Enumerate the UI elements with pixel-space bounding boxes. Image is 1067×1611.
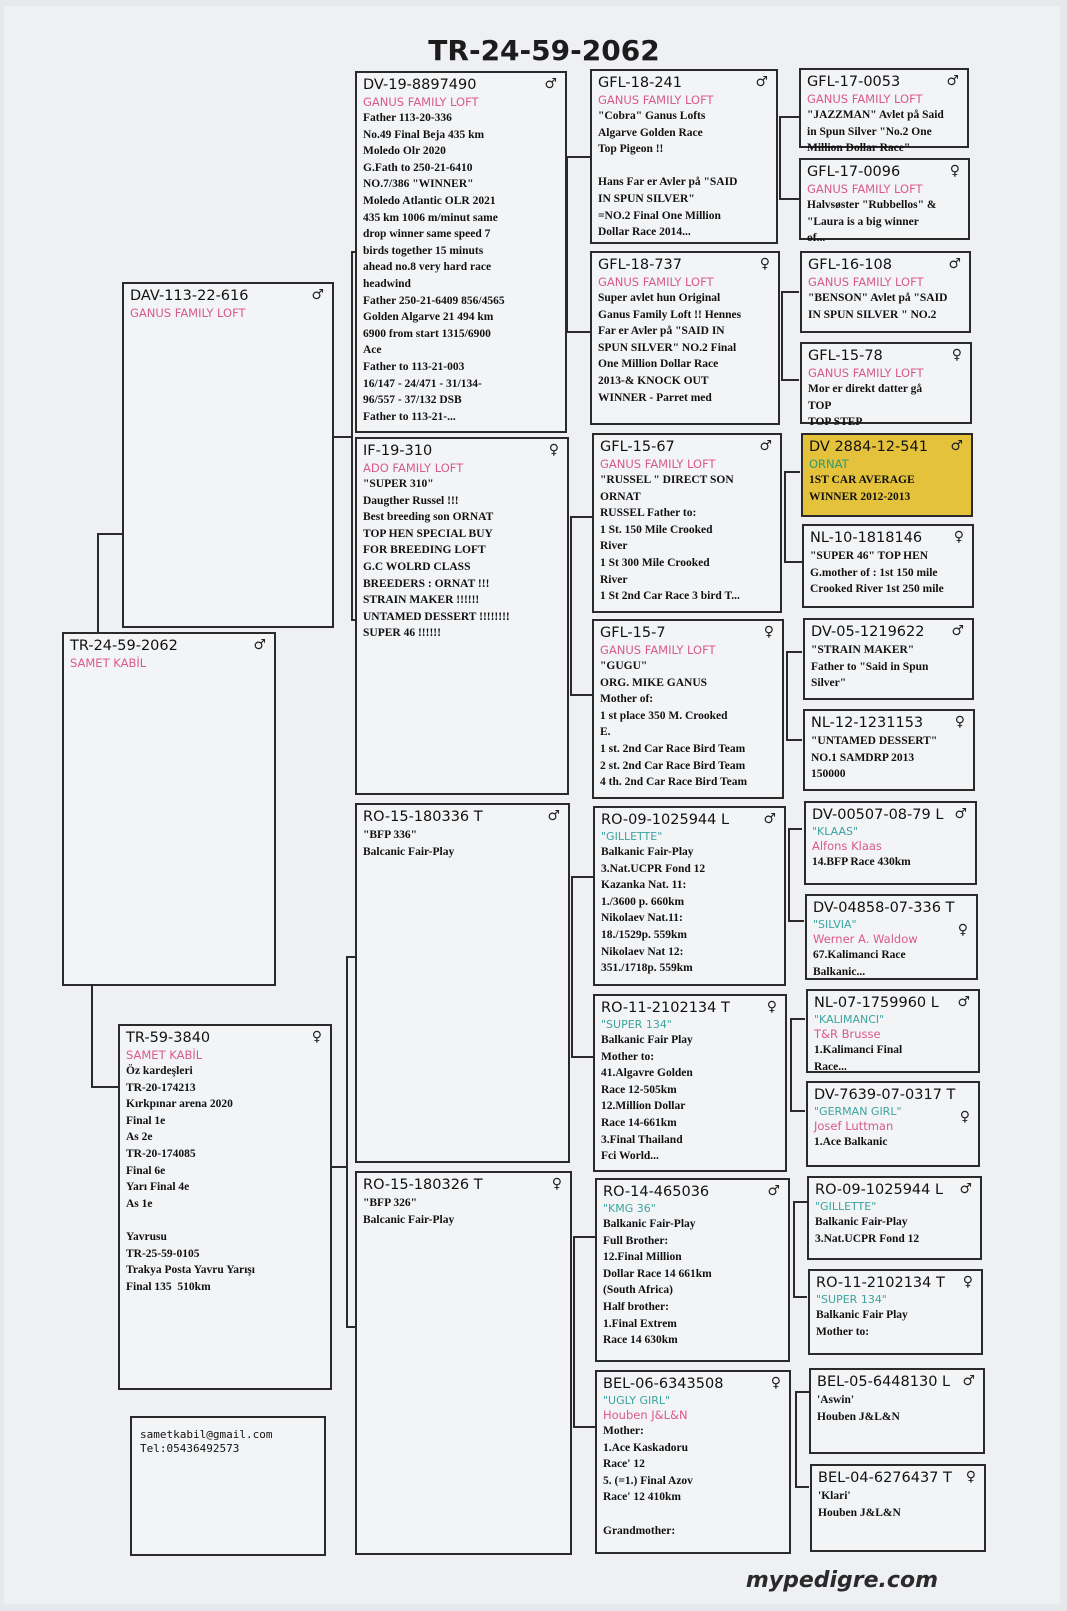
ring-number: NL-07-1759960 L (814, 995, 939, 1011)
connector (793, 1201, 795, 1296)
ancestor-card[interactable] (803, 618, 974, 700)
breeder-name: T&R Brusse (814, 1027, 881, 1041)
female-symbol-icon: ♀ (959, 1109, 970, 1125)
pigeon-info: 67.Kalimanci Race Balkanic... (813, 949, 906, 978)
male-symbol-icon: ♂ (253, 637, 266, 653)
breeder-name: GANUS FAMILY LOFT (363, 95, 479, 109)
pigeon-nickname: "GERMAN GIRL" (814, 1105, 902, 1118)
ring-number: GFL-18-737 (598, 257, 682, 273)
breeder-name: SAMET KABİL (126, 1048, 203, 1062)
male-symbol-icon: ♂ (946, 73, 959, 89)
pigeon-info: "BFP 326" Balcanic Fair-Play (363, 1197, 455, 1226)
connector (795, 1391, 809, 1393)
breeder-name: GANUS FAMILY LOFT (808, 366, 924, 380)
pigeon-nickname: "KMG 36" (603, 1202, 656, 1215)
female-symbol-icon: ♀ (962, 1274, 973, 1290)
male-symbol-icon: ♂ (547, 808, 560, 824)
male-symbol-icon: ♂ (951, 623, 964, 639)
male-symbol-icon: ♂ (957, 994, 970, 1010)
connector (571, 876, 573, 1056)
ring-number: DV-7639-07-0317 T (814, 1087, 956, 1103)
contact-card (130, 1416, 326, 1556)
ancestor-card[interactable] (809, 1368, 985, 1454)
pigeon-nickname: "GILLETTE" (815, 1200, 877, 1213)
grandparent-card[interactable] (355, 1171, 572, 1555)
connector (781, 291, 783, 379)
pigeon-info: "BFP 336" Balcanic Fair-Play (363, 829, 455, 858)
contact-phone: Tel:05436492573 (140, 1442, 240, 1455)
connector (793, 1201, 807, 1203)
male-symbol-icon: ♂ (311, 287, 324, 303)
grandparent-card[interactable] (355, 437, 569, 795)
ring-number: GFL-16-108 (808, 257, 892, 273)
connector (786, 651, 802, 653)
ring-number: DV-04858-07-336 T (813, 900, 955, 916)
breeder-name: GANUS FAMILY LOFT (598, 93, 714, 107)
connector (573, 1236, 595, 1238)
female-symbol-icon: ♀ (951, 347, 962, 363)
ancestor-card[interactable] (807, 1176, 982, 1260)
connector (788, 828, 802, 830)
pigeon-info: "UNTAMED DESSERT" NO.1 SAMDRP 2013 150000 (811, 735, 938, 781)
ring-number: DV-05-1219622 (811, 624, 925, 640)
grandparent-card[interactable] (355, 71, 567, 433)
connector (786, 651, 788, 739)
breeder-name: GANUS FAMILY LOFT (807, 92, 923, 106)
pigeon-nickname: "SUPER 134" (816, 1293, 887, 1306)
pigeon-nickname: "SUPER 134" (601, 1018, 672, 1031)
male-symbol-icon: ♂ (962, 1373, 975, 1389)
breeder-name: Josef Luttman (814, 1119, 894, 1133)
breeder-name: Werner A. Waldow (813, 932, 918, 946)
ring-number: BEL-04-6276437 T (818, 1470, 952, 1486)
ring-number: NL-10-1818146 (810, 530, 923, 546)
connector (795, 1486, 809, 1488)
connector (573, 1236, 575, 1426)
connector (570, 694, 592, 696)
pigeon-info: 14.BFP Race 430km (812, 856, 911, 868)
connector (91, 984, 93, 1086)
connector (570, 516, 592, 518)
ring-number: DV 2884-12-541 (809, 439, 928, 455)
female-symbol-icon: ♀ (551, 1176, 562, 1192)
ring-number: RO-09-1025944 L (601, 812, 730, 828)
connector (573, 1426, 595, 1428)
pigeon-info: Balkanic Fair Play Mother to: (816, 1309, 908, 1338)
breeder-name: ORNAT (809, 457, 849, 471)
connector (571, 1056, 593, 1058)
ancestor-card[interactable] (800, 251, 971, 333)
pigeon-info: Super avlet hun Original Ganus Family Loft !! Hennes Far er Avler på "SAID IN SPUN SILVER" NO.2 Final One Million Dollar Race 2013-& KNOCK OUT WINNER - Parret med (598, 292, 742, 404)
ancestor-card[interactable] (805, 894, 978, 980)
male-symbol-icon: ♂ (763, 811, 776, 827)
pigeon-nickname: "SILVIA" (813, 918, 857, 931)
ring-number: GFL-15-7 (600, 625, 666, 641)
great-grandparent-card[interactable] (593, 806, 786, 986)
great-grandparent-card[interactable] (593, 994, 787, 1172)
pedigree-sheet (4, 6, 1060, 1604)
sire-card[interactable] (122, 282, 334, 628)
male-symbol-icon: ♂ (950, 438, 963, 454)
ring-number: RO-11-2102134 T (816, 1275, 945, 1291)
pigeon-info: Mother: 1.Ace Kaskadoru Race' 12 5. (=1.) Final Azov Race' 12 410km Grandmother: (603, 1425, 693, 1537)
ancestor-card[interactable] (802, 524, 974, 608)
connector (793, 1296, 807, 1298)
connector (779, 198, 799, 200)
ring-number: GFL-18-241 (598, 75, 682, 91)
ring-number: BEL-06-6343508 (603, 1376, 724, 1392)
pigeon-info: "RUSSEL " DIRECT SON ORNAT RUSSEL Father to: 1 St. 150 Mile Crooked River 1 St 300 Mile Crooked River 1 St 2nd Car Race 3 bird T... (600, 474, 740, 603)
ancestor-card[interactable] (810, 1464, 986, 1552)
female-symbol-icon: ♀ (770, 1375, 781, 1391)
male-symbol-icon: ♂ (948, 256, 961, 272)
breeder-name: Alfons Klaas (812, 839, 882, 853)
pigeon-info: "Cobra" Ganus Lofts Algarve Golden Race Top Pigeon !! Hans Far er Avler på "SAID IN SPUN SILVER" =NO.2 Final One Million Dollar Race 2014... (598, 110, 738, 239)
connector (779, 116, 799, 118)
connector (351, 251, 353, 619)
ring-number: NL-12-1231153 (811, 715, 924, 731)
ring-number: TR-24-59-2062 (70, 638, 178, 654)
pigeon-info: 1.Ace Balkanic (814, 1136, 888, 1148)
great-grandparent-card[interactable] (595, 1178, 790, 1362)
female-symbol-icon: ♀ (766, 999, 777, 1015)
breeder-name: SAMET KABİL (70, 656, 147, 670)
female-symbol-icon: ♀ (957, 922, 968, 938)
pigeon-info: "SUPER 310" Daugther Russel !!! Best breeding son ORNAT TOP HEN SPECIAL BUY FOR BREEDING LOFT G.C WOLRD CLASS BREEDERS : ORNAT !!! STRAIN MAKER !!!!!! UNTAMED DESSERT !!!!!!!! SUPER 46 !!!!!! (363, 478, 510, 640)
pigeon-info: "SUPER 46" TOP HEN G.mother of : 1st 150 mile Crooked River 1st 250 mile (810, 550, 944, 596)
ancestor-card[interactable] (806, 989, 980, 1073)
ring-number: GFL-17-0096 (807, 164, 901, 180)
great-grandparent-card[interactable] (595, 1370, 791, 1554)
ancestor-card[interactable] (799, 68, 969, 155)
male-symbol-icon: ♂ (954, 806, 967, 822)
pigeon-info: Balkanic Fair-Play 3.Nat.UCPR Fond 12 Kazanka Nat. 11: 1./3600 p. 660km Nikolaev Nat.11: 18./1529p. 559km Nikolaev Nat 12: 351./1718p. 559km (601, 846, 706, 975)
male-symbol-icon: ♂ (767, 1183, 780, 1199)
connector (790, 1110, 805, 1112)
connector (786, 739, 802, 741)
ring-number: BEL-05-6448130 L (817, 1374, 951, 1390)
pigeon-info: "BENSON" Avlet på "SAID IN SPUN SILVER " NO.2 (808, 292, 948, 321)
ring-number: DV-00507-08-79 L (812, 807, 944, 823)
ring-number: GFL-15-67 (600, 439, 675, 455)
subject-card[interactable] (62, 632, 276, 986)
breeder-name: GANUS FAMILY LOFT (808, 275, 924, 289)
ancestor-card[interactable] (800, 342, 972, 429)
ring-number: RO-11-2102134 T (601, 1000, 730, 1016)
connector (346, 956, 348, 1326)
connector (781, 379, 799, 381)
connector (790, 1018, 805, 1020)
ancestor-card[interactable] (808, 1269, 983, 1355)
footer-brand[interactable]: mypedigre.com (745, 1568, 938, 1593)
female-symbol-icon: ♀ (759, 256, 770, 272)
pigeon-nickname: "UGLY GIRL" (603, 1394, 671, 1407)
connector (571, 876, 593, 878)
connector (781, 291, 799, 293)
ancestor-card[interactable] (804, 801, 977, 885)
pigeon-info: Balkanic Fair-Play 3.Nat.UCPR Fond 12 (815, 1216, 920, 1245)
pigeon-info: Balkanic Fair-Play Full Brother: 12.Final Million Dollar Race 14 661km (South Africa) Half brother: 1.Final Extrem Race 14 630km (603, 1218, 712, 1347)
ring-number: RO-14-465036 (603, 1184, 710, 1200)
pedigree-title: TR-24-59-2062 (428, 34, 660, 67)
ring-number: RO-15-180336 T (363, 809, 483, 825)
male-symbol-icon: ♂ (755, 74, 768, 90)
connector (779, 116, 781, 198)
ancestor-card[interactable] (806, 1081, 980, 1167)
connector (784, 471, 800, 473)
pigeon-info: Halvsøster "Rubbellos" & "Laura is a big winner of... (807, 199, 937, 245)
pigeon-info: "GUGU" ORG. MIKE GANUS Mother of: 1 st place 350 M. Crooked E. 1 st. 2nd Car Race Bird Team 2 st. 2nd Car Race Bird Team 4 th. 2nd Car Race Bird Team (600, 660, 748, 789)
pigeon-nickname: "GILLETTE" (601, 830, 663, 843)
breeder-name: GANUS FAMILY LOFT (807, 182, 923, 196)
ring-number: DV-19-8897490 (363, 77, 477, 93)
pigeon-info: Mor er direkt datter gå TOP TOP STEP (808, 383, 923, 429)
breeder-name: GANUS FAMILY LOFT (598, 275, 714, 289)
female-symbol-icon: ♀ (763, 624, 774, 640)
ring-number: GFL-15-78 (808, 348, 883, 364)
ring-number: DAV-113-22-616 (130, 288, 249, 304)
male-symbol-icon: ♂ (759, 438, 772, 454)
connector (788, 920, 804, 922)
ancestor-card[interactable] (799, 158, 970, 245)
male-symbol-icon: ♂ (959, 1181, 972, 1197)
connector (795, 1391, 797, 1486)
connector (784, 471, 786, 561)
great-grandparent-card[interactable] (592, 619, 784, 799)
great-grandparent-card[interactable] (590, 251, 780, 425)
pigeon-info: 'Aswin' Houben J&L&N (817, 1394, 900, 1423)
pigeon-info: 'Klari' Houben J&L&N (818, 1490, 901, 1519)
connector (790, 1018, 792, 1110)
ring-number: RO-15-180326 T (363, 1177, 483, 1193)
ring-number: IF-19-310 (363, 443, 433, 459)
dam-card[interactable] (118, 1024, 332, 1390)
female-symbol-icon: ♀ (954, 714, 965, 730)
breeder-name: ADO FAMILY LOFT (363, 461, 464, 475)
pigeon-nickname: "KALIMANCI" (814, 1013, 885, 1026)
grandparent-card[interactable] (355, 803, 570, 1163)
pigeon-info: 1.Kalimanci Final Race... (814, 1044, 903, 1073)
breeder-name: Houben J&L&N (603, 1408, 688, 1422)
breeder-name: GANUS FAMILY LOFT (600, 457, 716, 471)
contact-email[interactable]: sametkabil@gmail.com (140, 1428, 273, 1441)
great-grandparent-card[interactable] (592, 433, 782, 613)
great-grandparent-card[interactable] (590, 69, 778, 244)
pigeon-info: Father 113-20-336 No.49 Final Beja 435 km Moledo Olr 2020 G.Fath to 250-21-6410 NO.7/386 "WINNER" Moledo Atlantic OLR 2021 435 km 1006 m/minut same drop winner same speed 7 birds together 15 minuts ahead no.8 very hard race headwind Father 250-21-6409 856/4565 Golden Algarve 21 494 km 6900 from start 1315/6900 Ace Father to 113-21-003 16/147 - 24/471 - 31/134- 96/557 - 37/132 DSB Father to 113-21-... (363, 112, 505, 423)
female-symbol-icon: ♀ (965, 1469, 976, 1485)
ring-number: TR-59-3840 (126, 1030, 211, 1046)
ring-number: GFL-17-0053 (807, 74, 901, 90)
pigeon-info: "STRAIN MAKER" Father to "Said in Spun Silver" (811, 644, 929, 690)
female-symbol-icon: ♀ (953, 529, 964, 545)
breeder-name: GANUS FAMILY LOFT (600, 643, 716, 657)
female-symbol-icon: ♀ (548, 442, 559, 458)
connector (784, 561, 802, 563)
pigeon-info: Balkanic Fair Play Mother to: 41.Algavre Golden Race 12-505km 12.Million Dollar Race 14-661km 3.Final Thailand Fci World... (601, 1034, 693, 1163)
pigeon-info: "JAZZMAN" Avlet på Said in Spun Silver "No.2 One Million Dollar Race" (807, 109, 944, 155)
connector (788, 828, 790, 920)
ancestor-card-highlighted[interactable] (801, 433, 973, 517)
connector (570, 516, 572, 694)
connector (91, 1086, 121, 1088)
breeder-name: GANUS FAMILY LOFT (130, 306, 246, 320)
female-symbol-icon: ♀ (311, 1029, 322, 1045)
ancestor-card[interactable] (803, 709, 975, 791)
pigeon-info: Öz kardeşleri TR-20-174213 Kırkpınar arena 2020 Final 1e As 2e TR-20-174085 Final 6e Yarı Final 4e As 1e Yavrusu TR-25-59-0105 Trakya Posta Yavru Yarışı Final 135 510km (126, 1065, 255, 1293)
male-symbol-icon: ♂ (544, 76, 557, 92)
connector (333, 436, 353, 438)
ring-number: RO-09-1025944 L (815, 1182, 944, 1198)
connector (566, 331, 590, 333)
pigeon-nickname: "KLAAS" (812, 825, 859, 838)
female-symbol-icon: ♀ (949, 163, 960, 179)
pigeon-info: 1ST CAR AVERAGE WINNER 2012-2013 (809, 474, 915, 503)
connector (97, 533, 99, 635)
connector (566, 156, 590, 158)
